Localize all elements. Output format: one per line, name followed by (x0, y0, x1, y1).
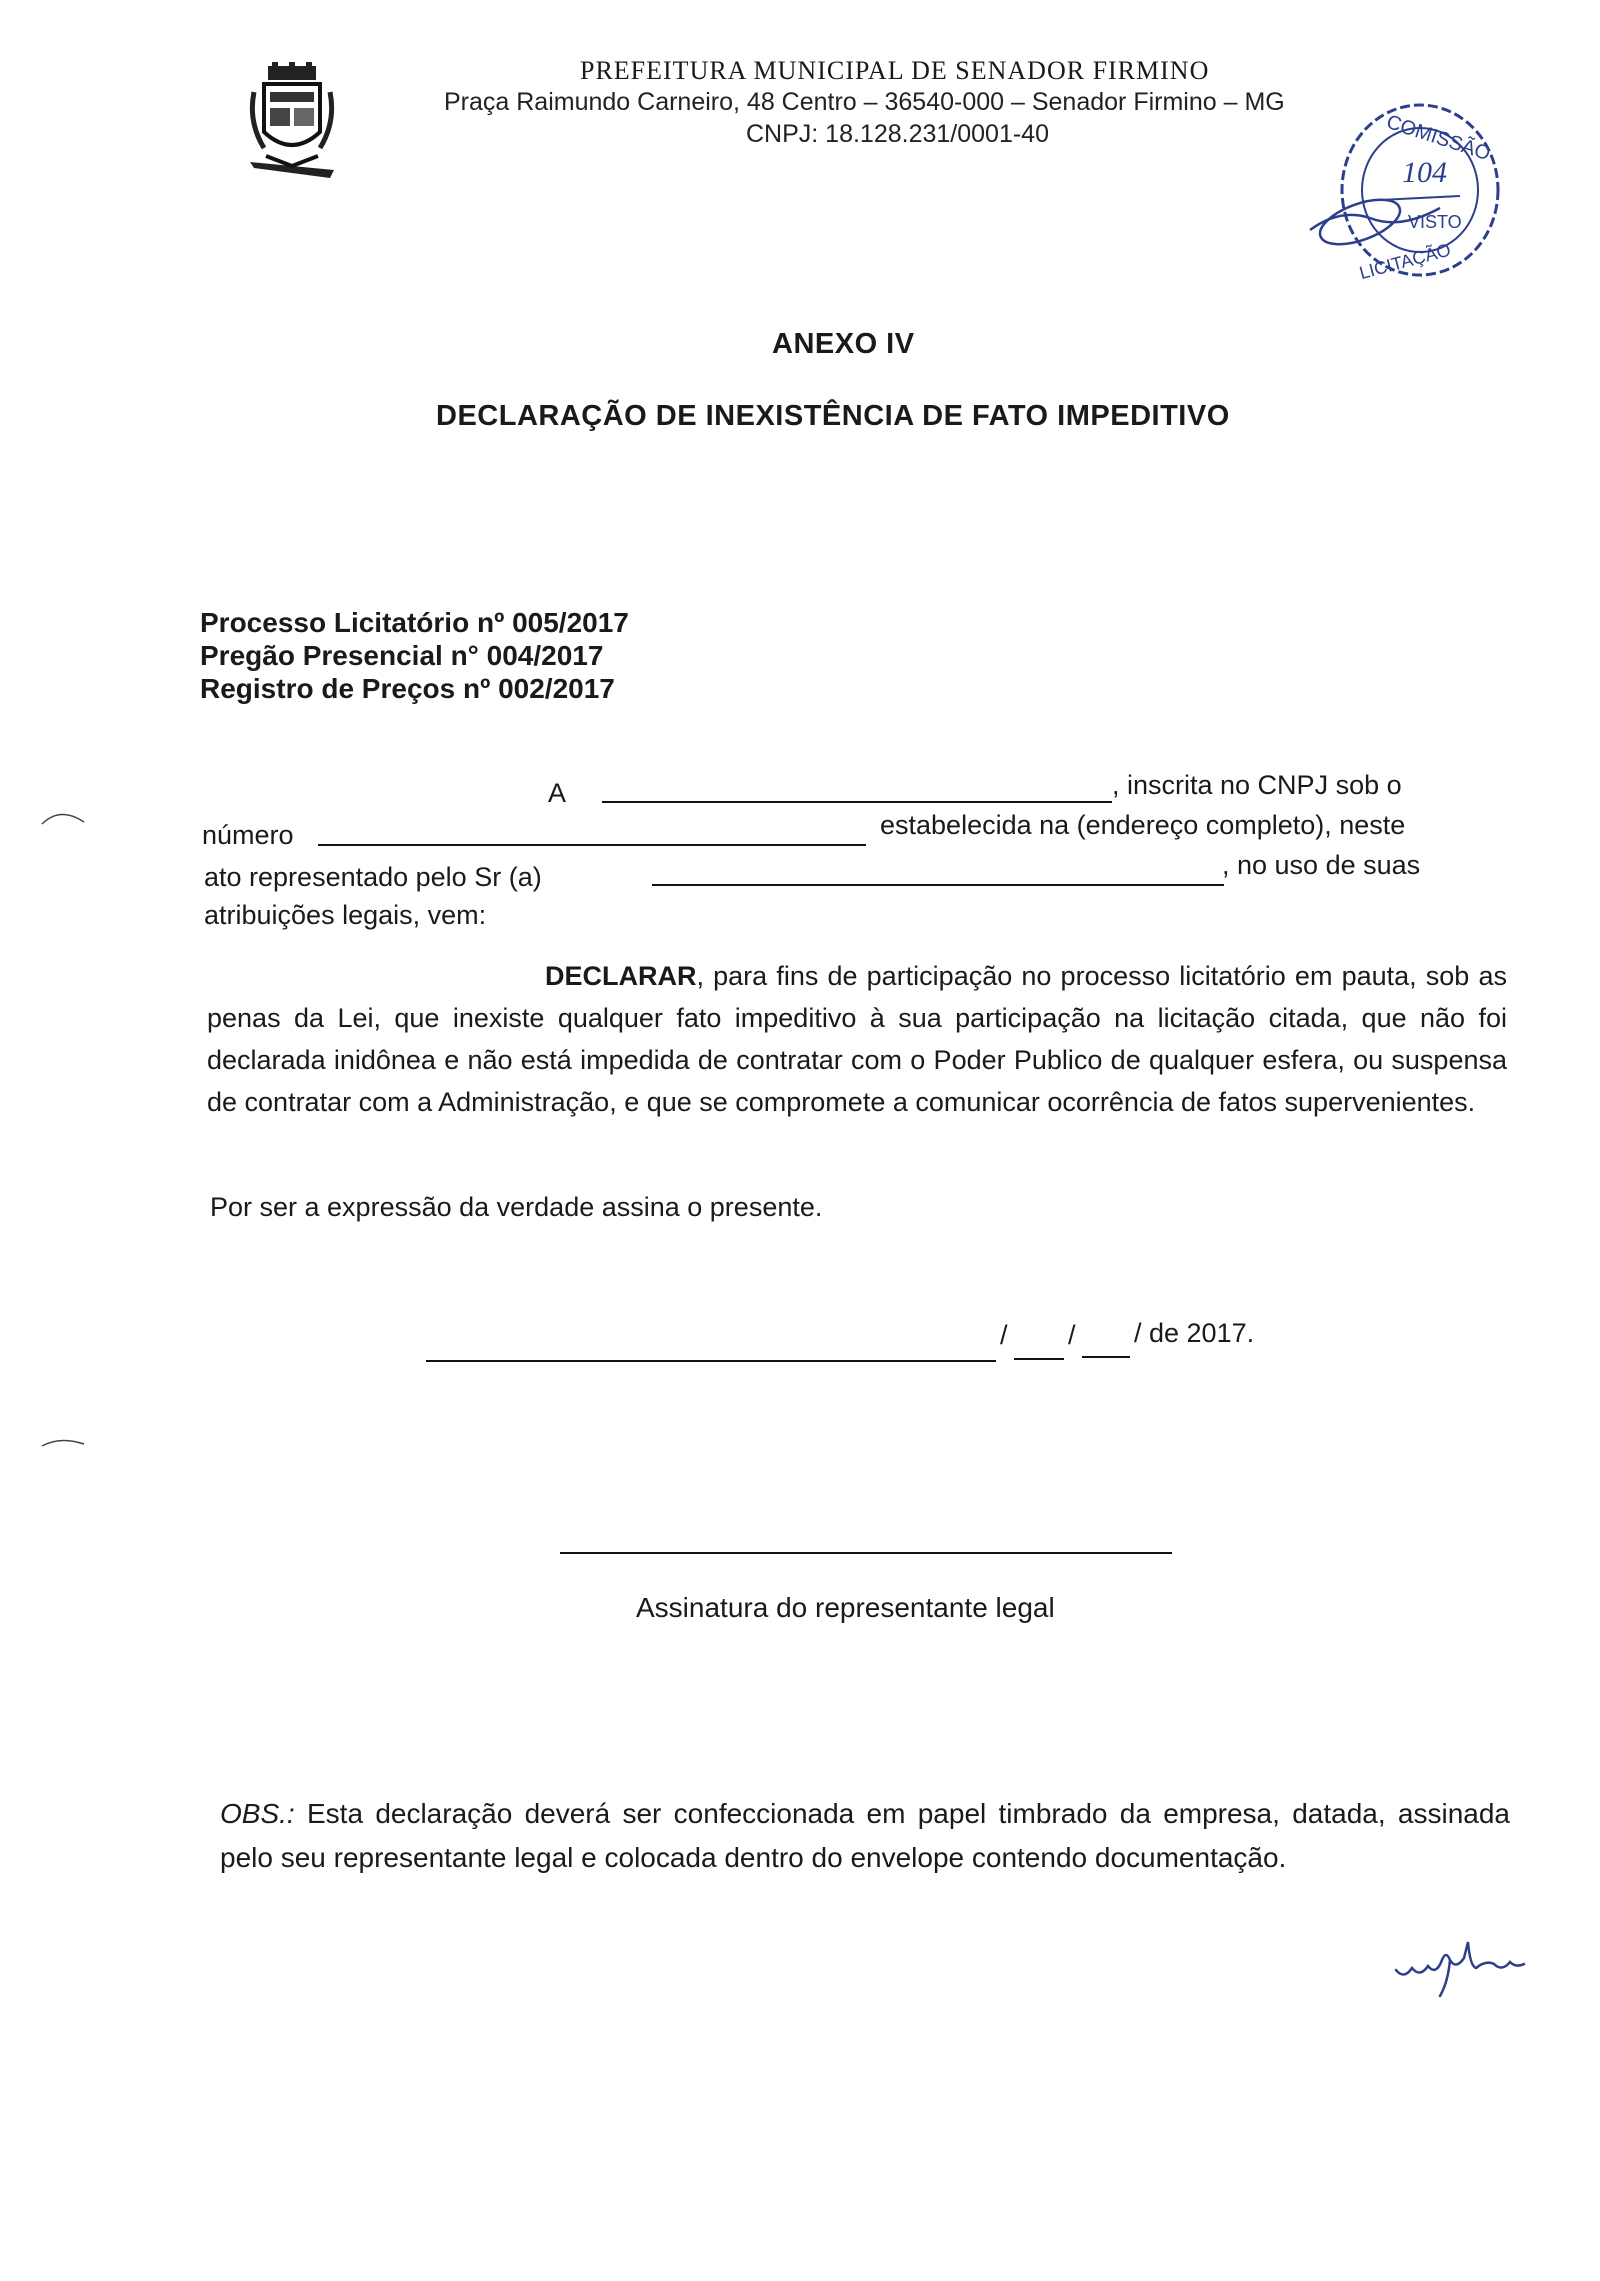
registro-number: Registro de Preços nº 002/2017 (200, 673, 615, 704)
svg-text:VISTO: VISTO (1408, 212, 1462, 232)
intro-uso: , no uso de suas (1222, 850, 1421, 880)
company-name-blank (602, 801, 1112, 803)
cnpj-number-blank (318, 844, 866, 846)
signature-line (560, 1552, 1172, 1554)
intro-a: A (548, 778, 567, 808)
representative-name-blank (652, 884, 1224, 886)
scan-mark (38, 1426, 88, 1461)
header-title: PREFEITURA MUNICIPAL DE SENADOR FIRMINO (580, 56, 1210, 85)
declaration-paragraph (207, 955, 1507, 1123)
obs-note (220, 1792, 1510, 1880)
annex-title: ANEXO IV (772, 328, 915, 360)
intro-ato: ato representado pelo Sr (a) (204, 862, 542, 892)
intro-estabelecida: estabelecida na (endereço completo), neste (880, 810, 1406, 840)
intro-numero: número (202, 820, 294, 850)
date-separator-2: / (1068, 1320, 1076, 1350)
pregao-number: Pregão Presencial n° 004/2017 (200, 640, 604, 671)
header-cnpj: CNPJ: 18.128.231/0001-40 (746, 120, 1049, 148)
day-blank (1014, 1358, 1064, 1360)
intro-inscrita: , inscrita no CNPJ sob o (1112, 770, 1402, 800)
svg-text:COMISSÃO: COMISSÃO (1383, 110, 1493, 166)
signature-label: Assinatura do representante legal (636, 1592, 1055, 1623)
scan-mark (38, 800, 88, 835)
process-number: Processo Licitatório nº 005/2017 (200, 607, 629, 638)
commission-stamp (1300, 90, 1505, 280)
obs-text: Esta declaração deverá ser confeccionada em papel timbrado da empresa, datada, assinada pelo seu representante legal e colocada dentro do envelope contendo documentação. (220, 1798, 1510, 1873)
svg-text:104: 104 (1402, 156, 1447, 189)
obs-label: OBS.: (220, 1798, 295, 1829)
date-separator-1: / (1000, 1320, 1008, 1350)
month-blank (1082, 1356, 1130, 1358)
svg-text:LICITAÇÃO: LICITAÇÃO (1357, 239, 1453, 280)
declaration-title: DECLARAÇÃO DE INEXISTÊNCIA DE FATO IMPEDITIVO (436, 400, 1230, 432)
handwritten-initials (1390, 1930, 1540, 2005)
municipal-coat-of-arms (246, 62, 338, 182)
intro-atribuicoes: atribuições legais, vem: (204, 900, 487, 930)
date-suffix: / de 2017. (1134, 1318, 1255, 1348)
header-address: Praça Raimundo Carneiro, 48 Centro – 36540-000 – Senador Firmino – MG (444, 88, 1285, 116)
place-blank (426, 1360, 996, 1362)
declaration-text: , para fins de participação no processo licitatório em pauta, sob as penas da Lei, que inexiste qualquer fato impeditivo à sua participação na licitação citada, que não foi declarada inidônea e não está impedida de contratar com o Poder Publico de qualquer esfera, ou suspensa de contratar com a Administração, e que se compromete a comunicar ocorrência de fatos supervenientes. (207, 961, 1507, 1117)
declarar-keyword: DECLARAR (545, 961, 697, 991)
closing-statement: Por ser a expressão da verdade assina o presente. (210, 1192, 823, 1222)
